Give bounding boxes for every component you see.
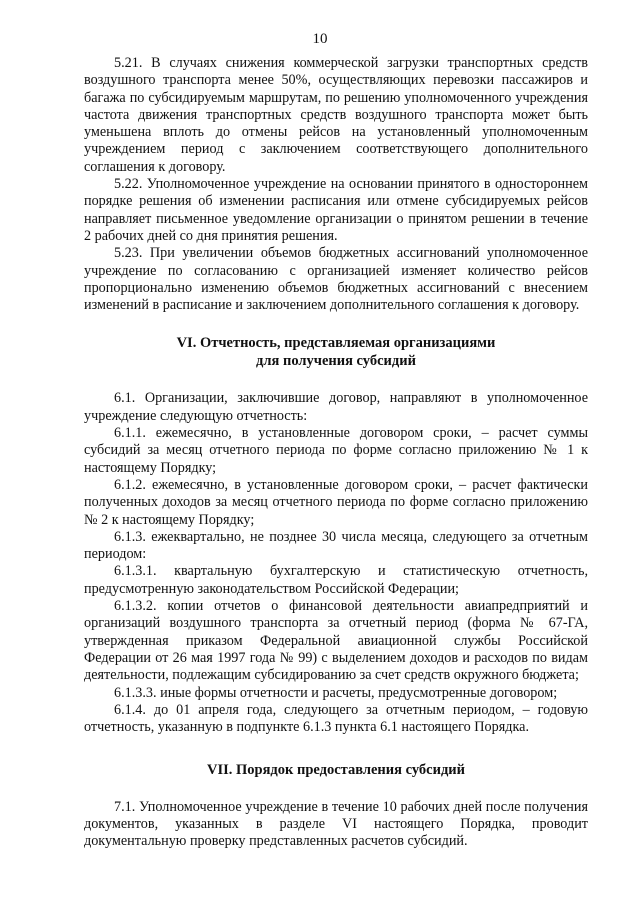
paragraph-6-1-3-2: 6.1.3.2. копии отчетов о финансовой деятельности авиапредприятий и организаций воздушного транспорта за отчетный период (форма № 67-ГА, утвержденная приказом Федеральной авиационной службы Российской Федерации от 26 мая 1997 года № 99) с выделением доходов и расходов по видам деятельности, подлежащим субсидированию за счет средств окружного бюджета;: [84, 598, 588, 684]
paragraph-6-1-2: 6.1.2. ежемесячно, в установленные договором сроки, – расчет фактически полученных доходов за месяц отчетного периода по форме согласно приложению № 2 к настоящему Порядку;: [84, 476, 588, 528]
paragraph-5-23: 5.23. При увеличении объемов бюджетных ассигнований уполномоченное учреждение по согласованию с организацией изменяет количество рейсов пропорционально изменению объемов бюджетных ассигнований с внесением изменений в расписание и заключением дополнительного соглашения к договору.: [84, 245, 588, 314]
section-vi-heading-line-2: для получения субсидий: [256, 352, 416, 369]
paragraph-6-1-3: 6.1.3. ежеквартально, не позднее 30 числа месяца, следующего за отчетным периодом:: [84, 528, 588, 563]
section-vi-heading-line-1: VI. Отчетность, представляемая организациями: [176, 335, 496, 352]
section-vii-heading-line: VII. Порядок предоставления субсидий: [206, 762, 466, 779]
paragraph-5-21: 5.21. В случаях снижения коммерческой загрузки транспортных средств воздушного транспорта менее 50%, осуществляющих перевозки пассажиров и багажа по субсидируемым маршрутам, по решению уполномоченного учреждения частота движения транспортных средств воздушного транспорта может быть уменьшена вплоть до отмены рейсов на установленный уполномоченным учреждением период с заключением соответствующего дополнительного соглашения к договору.: [84, 55, 588, 175]
page-number: 10: [312, 31, 328, 47]
paragraph-6-1: 6.1. Организации, заключившие договор, направляют в уполномоченное учреждение следующую отчетность:: [84, 390, 588, 424]
section-vii-heading: [84, 762, 588, 780]
paragraph-6-1-3-1: 6.1.3.1. квартальную бухгалтерскую и статистическую отчетность, предусмотренную законодательством Российской Федерации;: [84, 563, 588, 597]
document-body: [84, 55, 588, 851]
section-vi-heading: [84, 335, 588, 370]
paragraph-6-1-1: 6.1.1. ежемесячно, в установленные договором сроки, – расчет суммы субсидий за месяц отчетного периода по форме согласно приложению № 1 к настоящему Порядку;: [84, 425, 588, 476]
paragraph-5-22: 5.22. Уполномоченное учреждение на основании принятого в одностороннем порядке решения об изменении расписания или отмене субсидируемых рейсов направляет письменное уведомление организации о принятом решении в течение 2 рабочих дней со дня принятия решения.: [84, 176, 588, 244]
paragraph-6-1-4: 6.1.4. до 01 апреля года, следующего за отчетным периодом, – годовую отчетность, указанную в подпункте 6.1.3 пункта 6.1 настоящего Порядка.: [84, 701, 588, 736]
paragraph-6-1-3-3: 6.1.3.3. иные формы отчетности и расчеты, предусмотренные договором;: [114, 684, 558, 701]
paragraph-7-1: 7.1. Уполномоченное учреждение в течение 10 рабочих дней после получения документов, указанных в разделе VI настоящего Порядка, проводит документальную проверку представленных расчетов субсидий.: [84, 798, 588, 850]
